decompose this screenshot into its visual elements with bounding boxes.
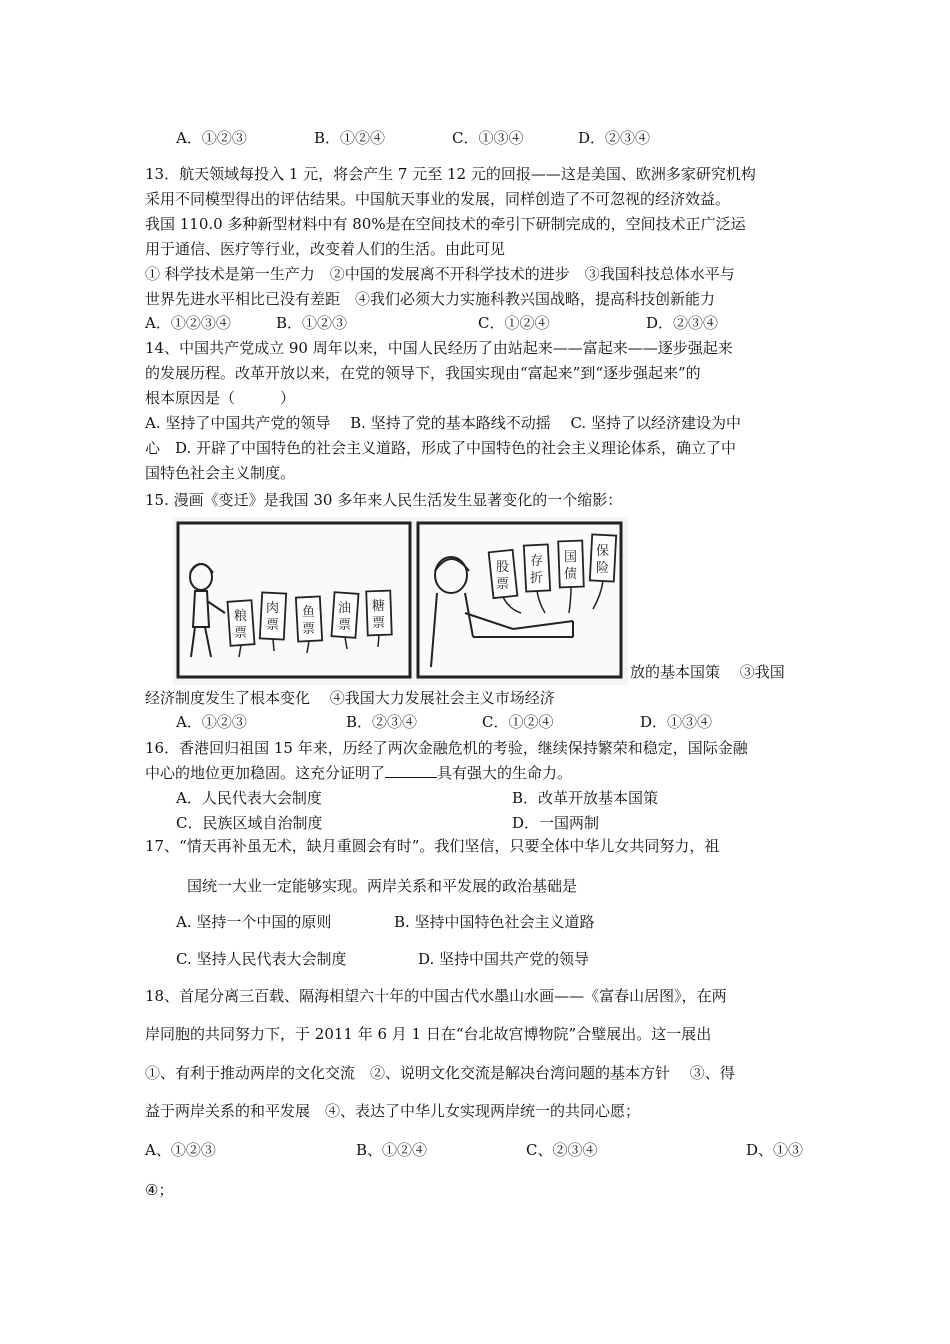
q18-line: 18、首尾分离三百载、隔海相望六十年的中国古代水墨山水画——《富春山居图》，在两	[145, 987, 727, 1005]
q13-option-d: D．②③④	[646, 314, 719, 332]
q18-line: 岸同胞的共同努力下，于 2011 年 6 月 1 日在“台北故宫博物院”合璧展出。这一展出	[145, 1025, 712, 1043]
q13-line: 我国 110.0 多种新型材料中有 80%是在空间技术的牵引下研制完成的，空间技术正广泛运	[145, 215, 746, 233]
answer-blank	[385, 763, 437, 778]
q16-option-c: C．民族区域自治制度	[176, 814, 323, 832]
q18-option-c: C、②③④	[526, 1141, 598, 1159]
q15-line: 15. 漫画《变迁》是我国 30 多年来人民生活发生显著变化的一个缩影：	[145, 491, 623, 509]
q17-option-d: D. 坚持中国共产党的领导	[418, 950, 590, 968]
q12-option-c: C．①③④	[452, 129, 524, 147]
q18-line: 益于两岸关系的和平发展 ④、表达了中华儿女实现两岸统一的共同心愿；	[145, 1102, 641, 1120]
q18-option-a: A、①②③	[145, 1141, 216, 1159]
q14-line: 14、中国共产党成立 90 周年以来，中国人民经历了由站起来——富起来——逐步强起来	[145, 339, 733, 357]
q12-option-d: D．②③④	[578, 129, 651, 147]
q18-option-d-tail: ④；	[145, 1181, 174, 1199]
q17-line: 国统一大业一定能够实现。两岸关系和平发展的政治基础是	[187, 877, 578, 895]
comic-right-label: 票	[496, 577, 510, 592]
comic-right-label: 折	[530, 571, 544, 586]
comic-left-label: 票	[338, 618, 352, 633]
q17-line: 17、“情天再补虽无术，缺月重圆会有时”。我们坚信，只要全体中华儿女共同努力，祖	[145, 837, 720, 855]
comic-left-label: 票	[266, 618, 280, 633]
comic-right-label: 保	[596, 544, 610, 559]
q18-option-b: B、①②④	[356, 1141, 428, 1159]
comic-left-label: 鱼	[302, 605, 316, 620]
q13-line: 世界先进水平相比已没有差距 ④我们必须大力实施科教兴国战略，提高科技创新能力	[145, 290, 716, 308]
q16-line	[145, 763, 572, 783]
q18-line: ①、有利于推动两岸的文化交流 ②、说明文化交流是解决台湾问题的基本方针 ③、得	[145, 1064, 735, 1082]
q16-line: 16．香港回归祖国 15 年来，历经了两次金融危机的考验，继续保持繁荣和稳定，国际金融	[145, 739, 748, 757]
q15-option-a: A．①②③	[176, 713, 247, 731]
comic-left-label: 肉	[266, 601, 280, 616]
q15-option-b: B．②③④	[346, 713, 418, 731]
comic-left-label: 票	[234, 626, 248, 641]
q16-line-end: 具有强大的生命力。	[437, 764, 573, 782]
q13-option-b: B．①②③	[276, 314, 348, 332]
q14-line: 的发展历程。改革开放以来，在党的领导下，我国实现由“富起来”到“逐步强起来”的	[145, 364, 701, 382]
q13-line: 用于通信、医疗等行业，改变着人们的生活。由此可见	[145, 240, 506, 258]
q16-option-d: D．一国两制	[512, 814, 600, 832]
comic-left-label: 油	[338, 601, 352, 616]
q16-option-b: B．改革开放基本国策	[512, 789, 659, 807]
q16-option-a: A．人民代表大会制度	[176, 789, 322, 807]
comic-left-label: 票	[372, 616, 386, 631]
q17-option-c: C. 坚持人民代表大会制度	[176, 950, 347, 968]
q13-option-c: C．①②④	[478, 314, 550, 332]
q15-option-c: C．①②④	[482, 713, 554, 731]
q13-line: 13．航天领域每投入 1 元，将会产生 7 元至 12 元的回报——这是美国、欧洲多家研究机构	[145, 165, 756, 183]
q18-option-d: D、①③	[746, 1141, 804, 1159]
q15-line: 经济制度发生了根本变化 ④我国大力发展社会主义市场经济	[145, 689, 555, 707]
q15-option-d: D．①③④	[640, 713, 713, 731]
comic-illustration	[173, 517, 628, 685]
comic-right-label: 股	[496, 560, 510, 575]
comic-right-label: 债	[564, 567, 578, 582]
q12-option-b: B．①②④	[314, 129, 386, 147]
comic-left-label: 糖	[372, 599, 386, 614]
comic-right-label: 存	[530, 554, 544, 569]
comic-right-panel	[418, 523, 621, 677]
q16-line-start: 中心的地位更加稳固。这充分证明了	[145, 764, 386, 782]
q14-line: 国特色社会主义制度。	[145, 464, 296, 482]
q12-option-a: A．①②③	[176, 129, 247, 147]
q15-line: 放的基本国策 ③我国	[630, 663, 785, 681]
comic-right-label: 险	[596, 561, 610, 576]
q14-line: 根本原因是（ ）	[145, 389, 296, 407]
q13-option-a: A．①②③④	[145, 314, 231, 332]
q14-line: 心 D. 开辟了中国特色的社会主义道路，形成了中国特色的社会主义理论体系，确立了中	[145, 439, 737, 457]
comic-right-label: 国	[564, 550, 578, 565]
q17-option-b: B. 坚持中国特色社会主义道路	[394, 913, 595, 931]
q14-line: A. 坚持了中国共产党的领导 B. 坚持了党的基本路线不动摇 C. 坚持了以经济建设为中	[145, 414, 741, 432]
q13-line: 采用不同模型得出的评估结果。中国航天事业的发展，同样创造了不可忽视的经济效益。	[145, 190, 731, 208]
comic-left-label: 票	[302, 622, 316, 637]
q13-line: ① 科学技术是第一生产力 ②中国的发展离不开科学技术的进步 ③我国科技总体水平与	[145, 265, 735, 283]
q17-option-a: A. 坚持一个中国的原则	[176, 913, 332, 931]
comic-left-label: 粮	[234, 609, 248, 624]
